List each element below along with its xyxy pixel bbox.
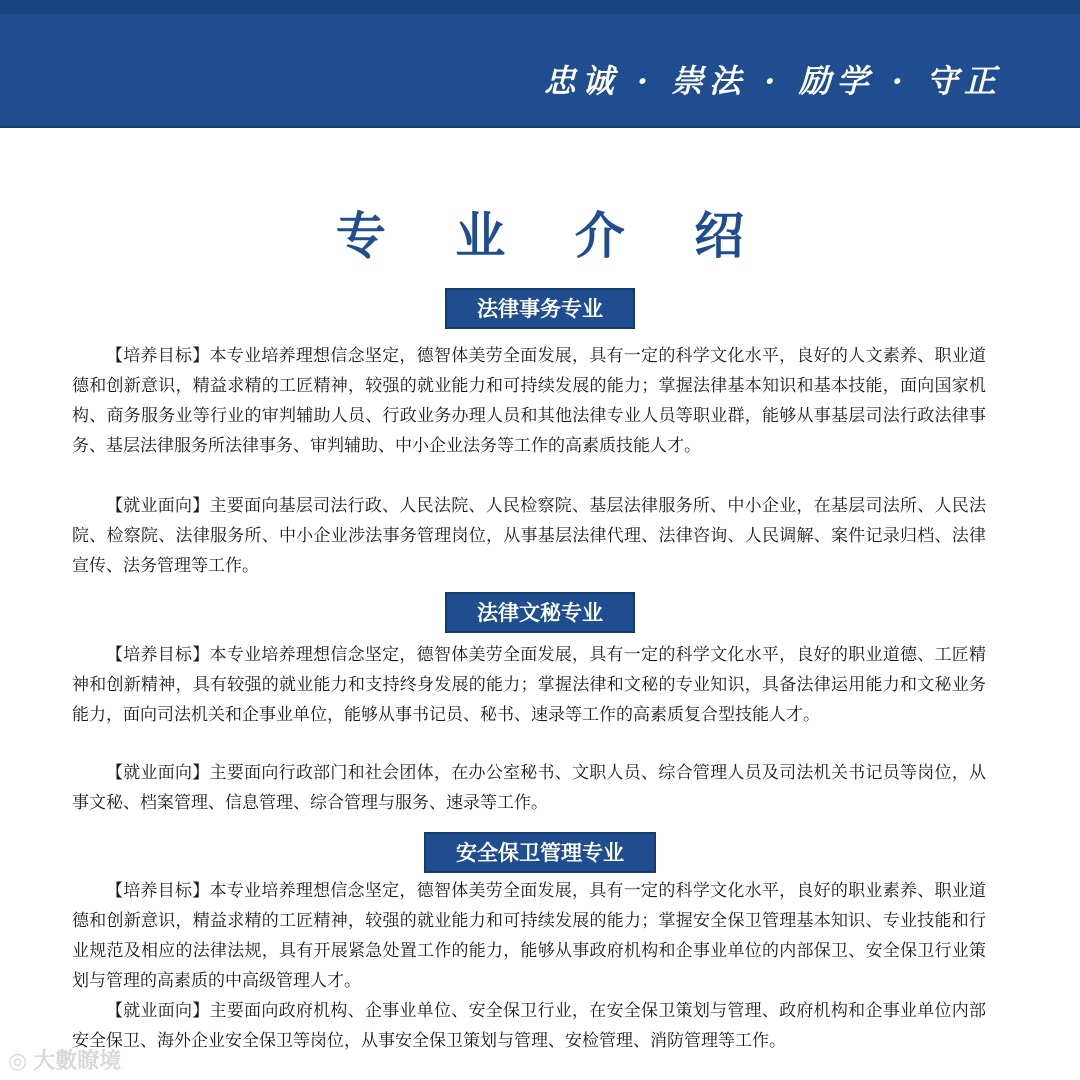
section-goal-security-management: 【培养目标】本专业培养理想信念坚定，德智体美劳全面发展，具有一定的科学文化水平，良好的职业素养、职业道德和创新意识，精益求精的工匠精神，较强的就业能力和可持续发展的能力；掌握安全保卫管理基本知识、专业技能和行业规范及相应的法律法规，具有开展紧急处置工作的能力，能够从事政府机构和企事业单位的内部保卫、安全保卫行业策划与管理的高素质的中高级管理人才。: [72, 881, 986, 991]
watermark-text: 大數瞭境: [33, 1049, 122, 1074]
section-label-security-management: [0, 832, 1080, 873]
section-jobs-security-management: 【就业面向】主要面向政府机构、企事业单位、安全保卫行业，在安全保卫策划与管理、政府机构和企事业单位内部安全保卫、海外企业安全保卫等岗位，从事安全保卫策划与管理、安检管理、消防管理等工作。: [72, 1001, 986, 1051]
watermark: [8, 1044, 121, 1075]
section-jobs-legal-secretary: 【就业面向】主要面向行政部门和社会团体，在办公室秘书、文职人员、综合管理人员及司法机关书记员等岗位，从事文秘、档案管理、信息管理、综合管理与服务、速录等工作。: [72, 763, 986, 813]
section-jobs-legal-affairs: 【就业面向】主要面向基层司法行政、人民法院、人民检察院、基层法律服务所、中小企业，在基层司法所、人民法院、检察院、法律服务所、中小企业涉法事务管理岗位，从事基层法律代理、法律咨询、人民调解、案件记录归档、法律宣传、法务管理等工作。: [72, 496, 986, 576]
motto: 忠诚 · 崇法 · 励学 · 守正: [543, 62, 1002, 100]
section-label-text: 法律文秘专业: [445, 592, 635, 633]
section-goal-legal-affairs: 【培养目标】本专业培养理想信念坚定，德智体美劳全面发展，具有一定的科学文化水平，良好的人文素养、职业道德和创新意识，精益求精的工匠精神，较强的就业能力和可持续发展的能力；掌握法律基本知识和基本技能，面向国家机构、商务服务业等行业的审判辅助人员、行政业务办理人员和其他法律专业人员等职业群，能够从事基层司法行政法律事务、基层法律服务所法律事务、审判辅助、中小企业法务等工作的高素质技能人才。: [72, 346, 986, 456]
weibo-icon: ◎: [8, 1049, 28, 1074]
page-title: 专 业 介 绍: [335, 207, 771, 265]
section-goal-legal-secretary: 【培养目标】本专业培养理想信念坚定，德智体美劳全面发展，具有一定的科学文化水平，良好的职业道德、工匠精神和创新精神，具有较强的就业能力和支持终身发展的能力；掌握法律和文秘的专业知识，具备法律运用能力和文秘业务能力，面向司法机关和企事业单位，能够从事书记员、秘书、速录等工作的高素质复合型技能人才。: [72, 645, 986, 725]
header-band: [0, 0, 1080, 128]
section-label-text: 安全保卫管理专业: [424, 832, 656, 873]
header-top-stripe: [0, 0, 1080, 14]
section-label-legal-secretary: [0, 592, 1080, 633]
section-label-legal-affairs: [0, 288, 1080, 329]
section-label-text: 法律事务专业: [445, 288, 635, 329]
